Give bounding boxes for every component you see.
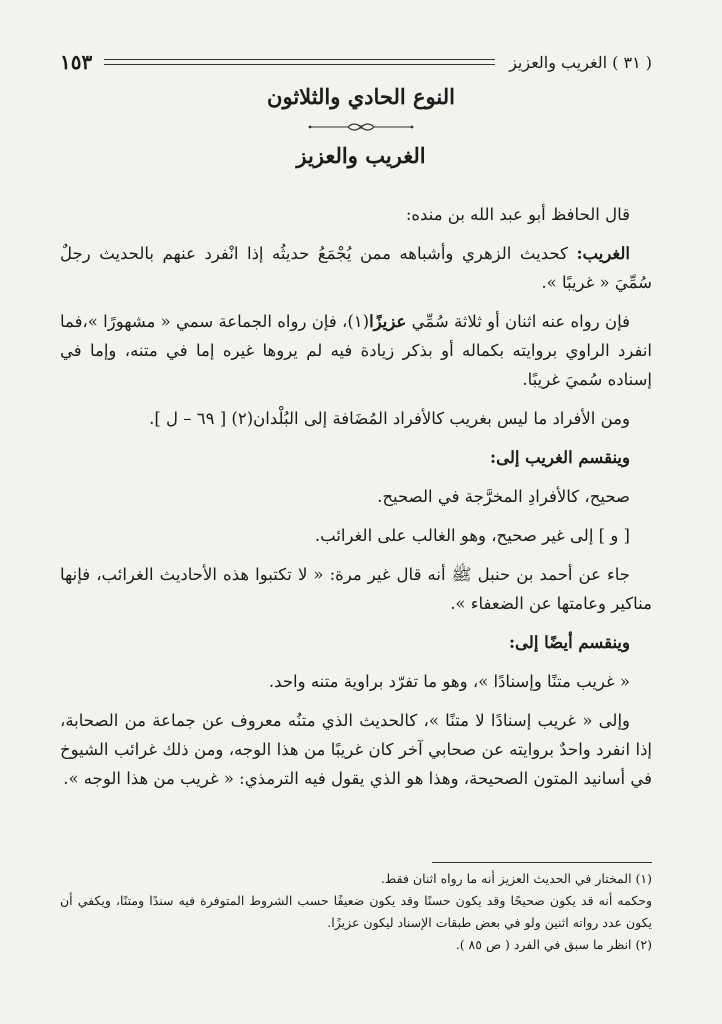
paragraph-text: كحديث الزهري وأشباهه ممن يُجْمَعُ حديثُه إذا انْفرد عنهم بالحديث رجلٌ سُمِّيَ « غريبًا ». [60, 244, 652, 292]
paragraph [60, 307, 652, 394]
paragraph: [ و ] إلى غير صحيح، وهو الغالب على الغرائب. [314, 526, 630, 545]
subheading: وينقسم الغريب إلى: [489, 448, 630, 467]
paragraph: قال الحافظ أبو عبد الله بن منده: [405, 205, 630, 224]
footnote: (٢) انظر ما سبق في الفرد ( ص ٨٥ ). [455, 937, 652, 952]
decorative-divider-icon [0, 118, 722, 137]
paragraph [60, 239, 652, 297]
sub-title: الغريب والعزيز [296, 143, 426, 168]
footnotes [60, 868, 652, 956]
term-label: عزيزًا [369, 312, 407, 331]
subheading: وينقسم أيضًا إلى: [508, 633, 630, 652]
footnote: (١) المختار في الحديث العزيز أنه ما رواه اثنان فقط. [380, 871, 652, 886]
section-title: النوع الحادي والثلاثون [267, 84, 455, 109]
paragraph-text: (١)، فإن رواه الجماعة سمي « مشهورًا »،فما انفرد الراوي بروايته بكماله أو بذكر زيادة فيه لم يروها غيره إما في متنه، وإما في إسناده سُميَ غريبًا. [60, 312, 652, 389]
paragraph-text: فإن رواه عنه اثنان أو ثلاثة سُمِّي [406, 312, 630, 331]
footnote: وحكمه أنه قد يكون صحيحًا وقد يكون حسنًا وقد يكون ضعيفًا حسب الشروط المتوفرة فيه سندًا ومتنًا، ويكفي أن يكون عدد رواته اثنين ولو في بعض طبقات الإسناد ليكون عزيزًا. [60, 893, 652, 930]
footnote-divider [432, 862, 652, 863]
main-text [60, 200, 652, 803]
chapter-title: ( ٣١ ) الغريب والعزيز [509, 52, 652, 72]
term-label: الغريب: [576, 244, 630, 263]
paragraph: ومن الأفراد ما ليس بغريب كالأفراد المُضَافة إلى البُلْدان(٢) [ ٦٩ – ل ]. [149, 409, 630, 428]
header-rule [104, 59, 495, 65]
running-header [60, 50, 652, 74]
paragraph: جاء عن أحمد بن حنبل ﷺ أنه قال غير مرة: « لا تكتبوا هذه الأحاديث الغرائب، فإنها مناكير وعامتها عن الضعفاء ». [60, 565, 652, 613]
paragraph: صحيح، كالأفرادِ المخرَّجة في الصحيح. [377, 487, 630, 506]
paragraph: « غريب متنًا وإسنادًا »، وهو ما تفرّد براوية متنه واحد. [268, 672, 630, 691]
page-number: ١٥٣ [60, 50, 93, 74]
paragraph: وإلى « غريب إسنادًا لا متنًا »، كالحديث الذي متنُه معروف عن جماعة من الصحابة، إذا انفرد واحدٌ بروايته عن صحابي آخر كان غريبًا من هذا الوجه، ومن ذلك غرائب الشيوخ في أسانيد المتون الصحيحة، وهذا هو الذي يقول فيه الترمذي: « غريب من هذا الوجه ». [60, 711, 652, 788]
